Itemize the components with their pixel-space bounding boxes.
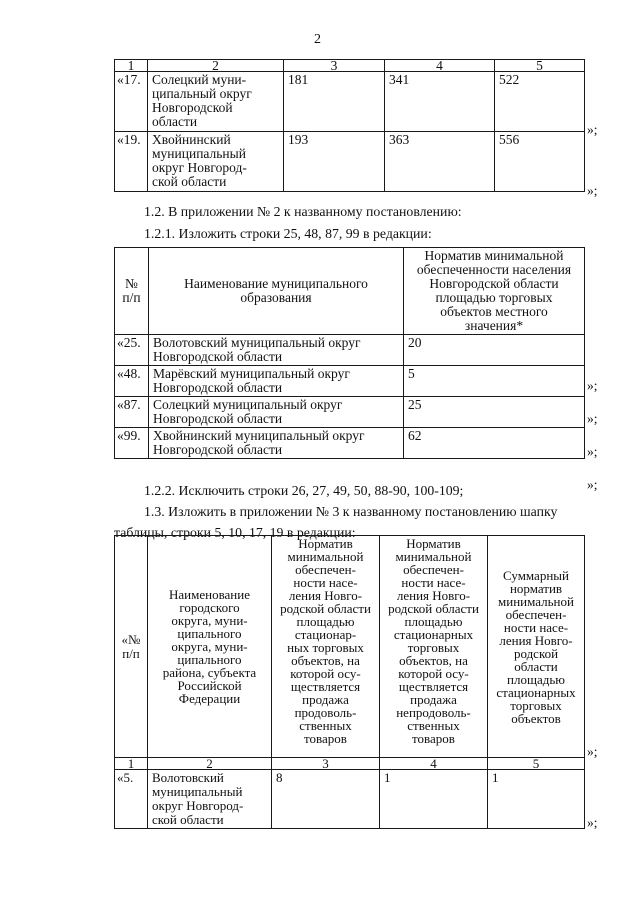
table-2-header	[115, 248, 585, 335]
table-row	[115, 397, 585, 428]
cell-value: 5	[404, 366, 585, 397]
col-number: 3	[284, 60, 385, 72]
header-total-norm: Суммарный норматив минимальной обеспечен- ности насе- ления Новго- родской области площадью стационарных торговых объектов	[488, 536, 585, 758]
municipality-name: Марёвский муниципальный округ Новгородской области	[149, 366, 404, 397]
col-number: 2	[148, 758, 272, 770]
cell-value: 8	[272, 770, 380, 829]
table-row	[115, 770, 585, 829]
table-row	[115, 366, 585, 397]
header-norm: Норматив минимальной обеспеченности населения Новгородской области площадью торговых объектов местного значения*	[404, 248, 585, 335]
cell-value: 363	[385, 132, 495, 192]
col-number: 5	[488, 758, 585, 770]
header-name: Наименование муниципального образования	[149, 248, 404, 335]
paragraph-1-2-2: 1.2.2. Исключить строки 26, 27, 49, 50, 88-90, 100-109;	[144, 483, 464, 498]
cell-value: 1	[488, 770, 585, 829]
col-number: 3	[272, 758, 380, 770]
row-number: «48.	[115, 366, 149, 397]
row-number: «25.	[115, 335, 149, 366]
cell-value: 522	[495, 72, 585, 132]
row-number: «99.	[115, 428, 149, 459]
municipality-name: Солецкий муни- ципальный округ Новгородской области	[148, 72, 284, 132]
row-end-mark: »;	[587, 411, 598, 426]
row-number: «87.	[115, 397, 149, 428]
table-row	[115, 132, 585, 192]
row-end-mark: »;	[587, 378, 598, 393]
row-number: «17.	[115, 72, 148, 132]
paragraph-1-2-1: 1.2.1. Изложить строки 25, 48, 87, 99 в редакции:	[144, 226, 432, 241]
col-number: 4	[385, 60, 495, 72]
municipality-name: Волотовский муниципальный округ Новгород- ской области	[148, 770, 272, 829]
table-row	[115, 428, 585, 459]
cell-value: 25	[404, 397, 585, 428]
municipality-name: Волотовский муниципальный округ Новгородской области	[149, 335, 404, 366]
municipality-name: Хвойнинский муниципальный округ Новгород- ской области	[148, 132, 284, 192]
row-end-mark: »;	[587, 122, 598, 137]
col-number: 1	[115, 60, 148, 72]
cell-value: 556	[495, 132, 585, 192]
row-number: «19.	[115, 132, 148, 192]
header-number: «№ п/п	[115, 536, 148, 758]
cell-value: 62	[404, 428, 585, 459]
paragraph-1-3: 1.3. Изложить в приложении № 3 к названному постановлению шапку	[144, 504, 558, 519]
col-number: 5	[495, 60, 585, 72]
col-number: 4	[380, 758, 488, 770]
page-number: 2	[314, 32, 321, 47]
row-number: «5.	[115, 770, 148, 829]
cell-value: 20	[404, 335, 585, 366]
header-food-norm: Норматив минимальной обеспечен- ности насе- ления Новго- родской области площадью стационар- ных торговых объектов, на которой осу- ществляется продажа продоволь- ственных товаров	[272, 536, 380, 758]
cell-value: 193	[284, 132, 385, 192]
row-end-mark: »;	[587, 477, 598, 492]
table-3	[114, 535, 585, 829]
table-2	[114, 247, 585, 459]
row-end-mark: »;	[587, 744, 598, 759]
col-number: 1	[115, 758, 148, 770]
cell-value: 341	[385, 72, 495, 132]
table-1-column-numbers	[115, 60, 585, 72]
cell-value: 181	[284, 72, 385, 132]
table-row	[115, 72, 585, 132]
municipality-name: Хвойнинский муниципальный округ Новгородской области	[149, 428, 404, 459]
header-nonfood-norm: Норматив минимальной обеспечен- ности насе- ления Новго- родской области площадью стационарных торговых объектов, на которой осу- ществляется продажа непродоволь- ственных товаров	[380, 536, 488, 758]
paragraph-1-3-continuation: таблицы, строки 5, 10, 17, 19 в редакции:	[114, 525, 356, 540]
row-end-mark: »;	[587, 815, 598, 830]
header-name: Наименование городского округа, муни- ципального округа, муни- ципального района, субъекта Российской Федерации	[148, 536, 272, 758]
municipality-name: Солецкий муниципальный округ Новгородской области	[149, 397, 404, 428]
header-number: № п/п	[115, 248, 149, 335]
table-3-column-numbers	[115, 758, 585, 770]
paragraph-1-2: 1.2. В приложении № 2 к названному постановлению:	[144, 204, 462, 219]
row-end-mark: »;	[587, 183, 598, 198]
cell-value: 1	[380, 770, 488, 829]
col-number: 2	[148, 60, 284, 72]
table-1	[114, 59, 585, 192]
table-3-header	[115, 536, 585, 758]
row-end-mark: »;	[587, 444, 598, 459]
table-row	[115, 335, 585, 366]
